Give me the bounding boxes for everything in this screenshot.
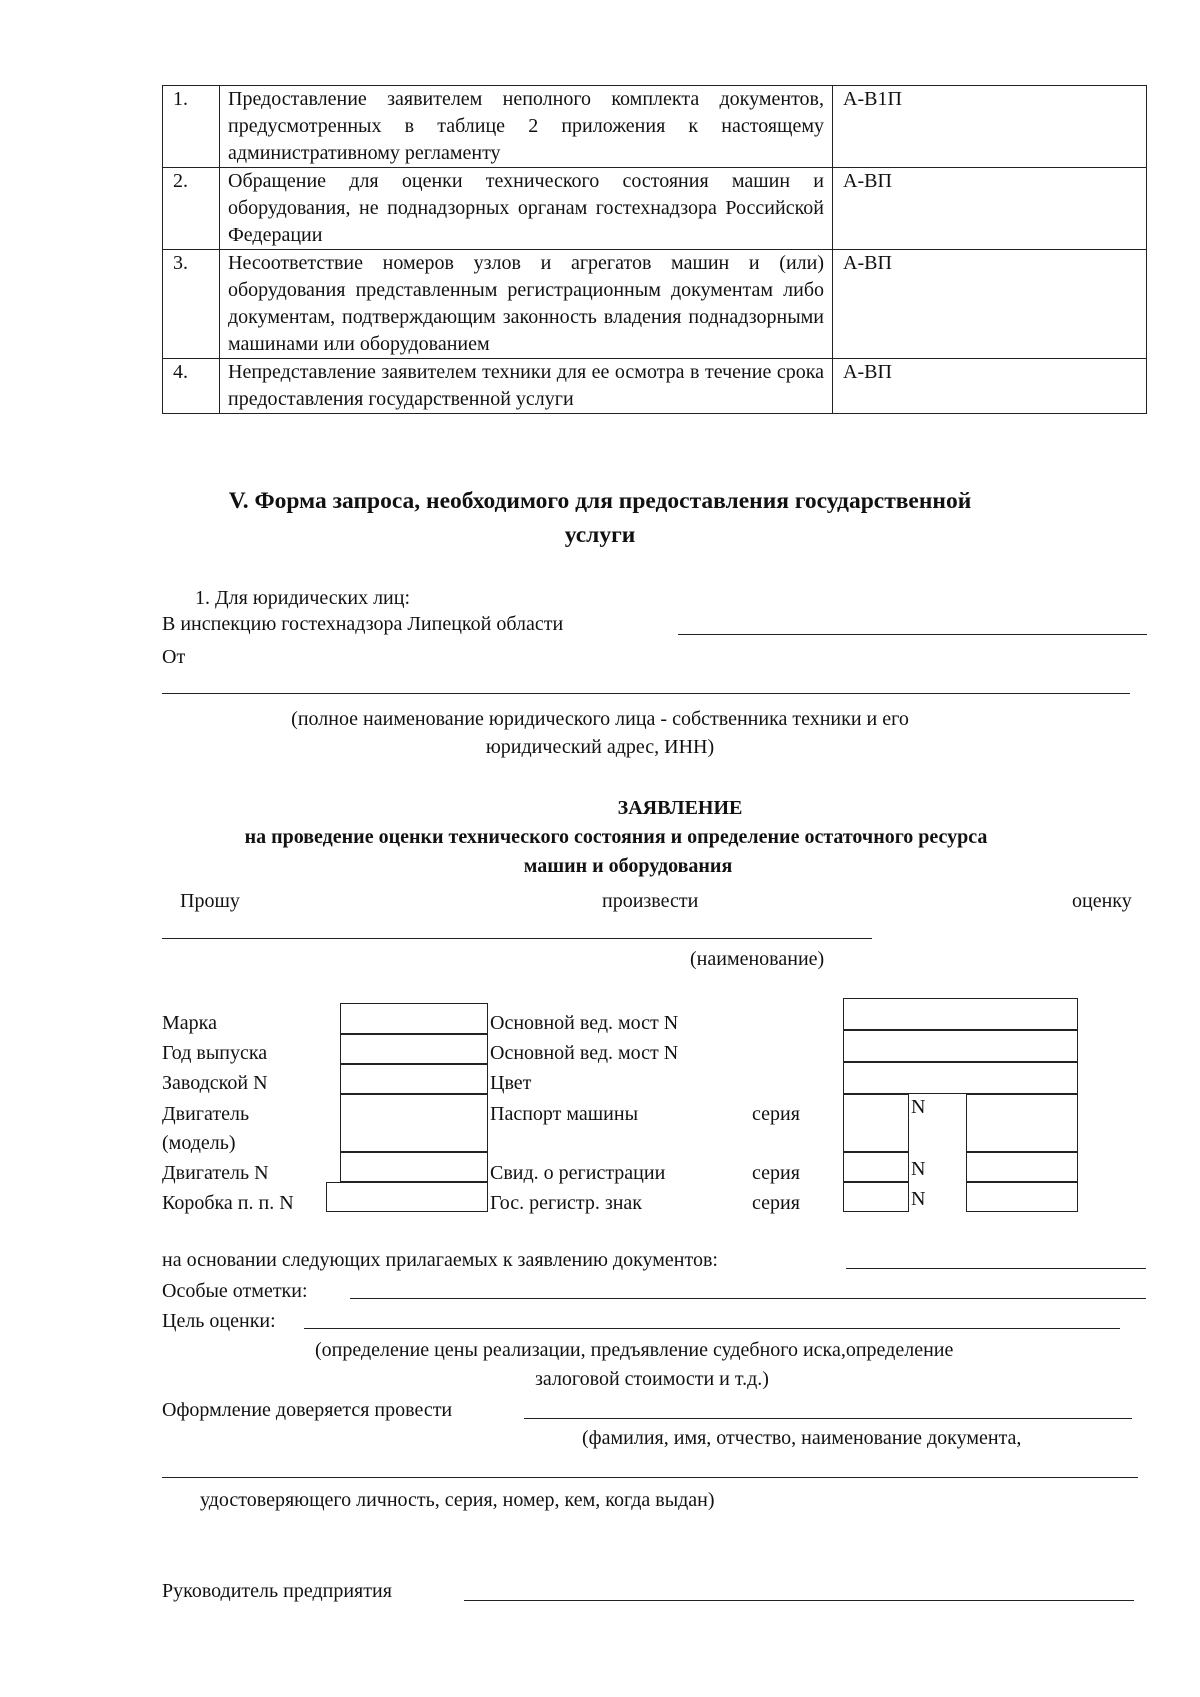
from-field[interactable] bbox=[162, 693, 1130, 694]
engine-model-label: (модель) bbox=[162, 1132, 236, 1154]
purpose-hint-line1: (определение цены реализации, предъявление судебного иска,определение bbox=[315, 1339, 954, 1361]
entrusted-label: Оформление доверяется провести bbox=[162, 1399, 453, 1421]
legal-entities-label: 1. Для юридических лиц: bbox=[195, 587, 411, 609]
from-hint-line1: (полное наименование юридического лица - собственника техники и его bbox=[291, 708, 909, 730]
serial-field[interactable] bbox=[340, 1064, 488, 1094]
serial-label: Заводской N bbox=[162, 1072, 268, 1094]
engine-number-field[interactable] bbox=[340, 1152, 488, 1182]
machine-name-field[interactable] bbox=[162, 938, 872, 939]
row-code: А-В1П bbox=[833, 86, 1147, 168]
row-number: 2. bbox=[163, 168, 220, 250]
entrusted-field[interactable] bbox=[524, 1418, 1132, 1419]
row-number: 4. bbox=[163, 359, 220, 414]
request-word-3: оценку bbox=[1072, 890, 1132, 912]
to-inspection-label: В инспекцию гостехнадзора Липецкой области bbox=[162, 613, 564, 635]
plate-label: Гос. регистр. знак bbox=[490, 1192, 643, 1214]
engine-label: Двигатель bbox=[162, 1103, 250, 1125]
passport-number-field[interactable] bbox=[966, 1094, 1078, 1152]
row-reason: Несоответствие номеров узлов и агрегатов машин и (или) оборудования представленным регистрационным документам либо документам, подтверждающим законность владения поднадзорными машинами или оборудованием bbox=[220, 250, 833, 359]
engine-model-field[interactable] bbox=[340, 1094, 488, 1152]
special-marks-field[interactable] bbox=[350, 1298, 1146, 1299]
special-marks-label: Особые отметки: bbox=[162, 1280, 308, 1302]
registration-series-field[interactable] bbox=[843, 1152, 909, 1182]
color-field[interactable] bbox=[843, 1062, 1078, 1094]
head-signature-field[interactable] bbox=[464, 1600, 1134, 1601]
purpose-field[interactable] bbox=[304, 1328, 1120, 1329]
application-subtitle-line1: на проведение оценки технического состояния и определение остаточного ресурса bbox=[244, 826, 988, 848]
row-reason: Обращение для оценки технического состояния машин и оборудования, не поднадзорных органам гостехнадзора Российской Федерации bbox=[220, 168, 833, 250]
plate-series-field[interactable] bbox=[843, 1182, 909, 1212]
plate-series-label: серия bbox=[752, 1192, 800, 1214]
purpose-label: Цель оценки: bbox=[162, 1310, 276, 1332]
to-inspection-field[interactable] bbox=[678, 634, 1147, 635]
registration-number-label: N bbox=[911, 1158, 926, 1180]
gearbox-label: Коробка п. п. N bbox=[162, 1192, 294, 1214]
passport-number-label: N bbox=[911, 1096, 926, 1118]
head-of-enterprise-label: Руководитель предприятия bbox=[162, 1580, 392, 1602]
entrusted-hint-line2: удостоверяющего личность, серия, номер, кем, когда выдан) bbox=[200, 1489, 715, 1511]
row-number: 3. bbox=[163, 250, 220, 359]
attached-docs-label: на основании следующих прилагаемых к заявлению документов: bbox=[162, 1249, 718, 1271]
table-row bbox=[163, 359, 1147, 414]
passport-series-field[interactable] bbox=[843, 1094, 909, 1152]
drive-axle-2-field[interactable] bbox=[843, 1030, 1078, 1062]
row-reason: Предоставление заявителем неполного комплекта документов, предусмотренных в таблице 2 приложения к настоящему административному регламенту bbox=[220, 86, 833, 168]
passport-series-label: серия bbox=[752, 1103, 800, 1125]
plate-number-label: N bbox=[911, 1188, 926, 1210]
passport-label: Паспорт машины bbox=[490, 1103, 639, 1125]
plate-number-field[interactable] bbox=[966, 1182, 1078, 1212]
gearbox-field[interactable] bbox=[326, 1182, 488, 1212]
purpose-hint-line2: залоговой стоимости и т.д.) bbox=[535, 1368, 769, 1390]
entrusted-field-2[interactable] bbox=[162, 1477, 1138, 1478]
application-title: ЗАЯВЛЕНИЕ bbox=[617, 797, 743, 819]
attached-docs-field[interactable] bbox=[846, 1268, 1146, 1269]
section-title-line2: услуги bbox=[564, 522, 636, 548]
year-field[interactable] bbox=[340, 1034, 488, 1064]
engine-number-label: Двигатель N bbox=[162, 1162, 269, 1184]
from-hint-line2: юридический адрес, ИНН) bbox=[485, 736, 715, 758]
drive-axle-1-field[interactable] bbox=[843, 998, 1078, 1030]
brand-field[interactable] bbox=[340, 1003, 488, 1034]
registration-series-label: серия bbox=[752, 1162, 800, 1184]
year-label: Год выпуска bbox=[162, 1042, 268, 1064]
table-row bbox=[163, 86, 1147, 168]
application-subtitle-line2: машин и оборудования bbox=[523, 855, 733, 877]
row-reason: Непредставление заявителем техники для ее осмотра в течение срока предоставления государственной услуги bbox=[220, 359, 833, 414]
registration-number-field[interactable] bbox=[966, 1152, 1078, 1182]
machine-name-hint: (наименование) bbox=[690, 948, 825, 970]
row-code: А-ВП bbox=[833, 168, 1147, 250]
row-code: А-ВП bbox=[833, 250, 1147, 359]
table-row bbox=[163, 250, 1147, 359]
section-title-line1: V. Форма запроса, необходимого для предоставления государственной bbox=[228, 488, 972, 514]
row-code: А-ВП bbox=[833, 359, 1147, 414]
request-word-2: произвести bbox=[602, 890, 699, 912]
registration-cert-label: Свид. о регистрации bbox=[490, 1162, 666, 1184]
drive-axle-1-label: Основной вед. мост N bbox=[490, 1012, 679, 1034]
from-label: От bbox=[162, 646, 186, 668]
request-word-1: Прошу bbox=[180, 890, 240, 912]
entrusted-hint-line1: (фамилия, имя, отчество, наименование документа, bbox=[582, 1427, 1022, 1449]
refusal-grounds-table bbox=[162, 85, 1147, 414]
color-label: Цвет bbox=[490, 1072, 532, 1094]
row-number: 1. bbox=[163, 86, 220, 168]
drive-axle-2-label: Основной вед. мост N bbox=[490, 1042, 679, 1064]
table-row bbox=[163, 168, 1147, 250]
brand-label: Марка bbox=[162, 1012, 217, 1034]
